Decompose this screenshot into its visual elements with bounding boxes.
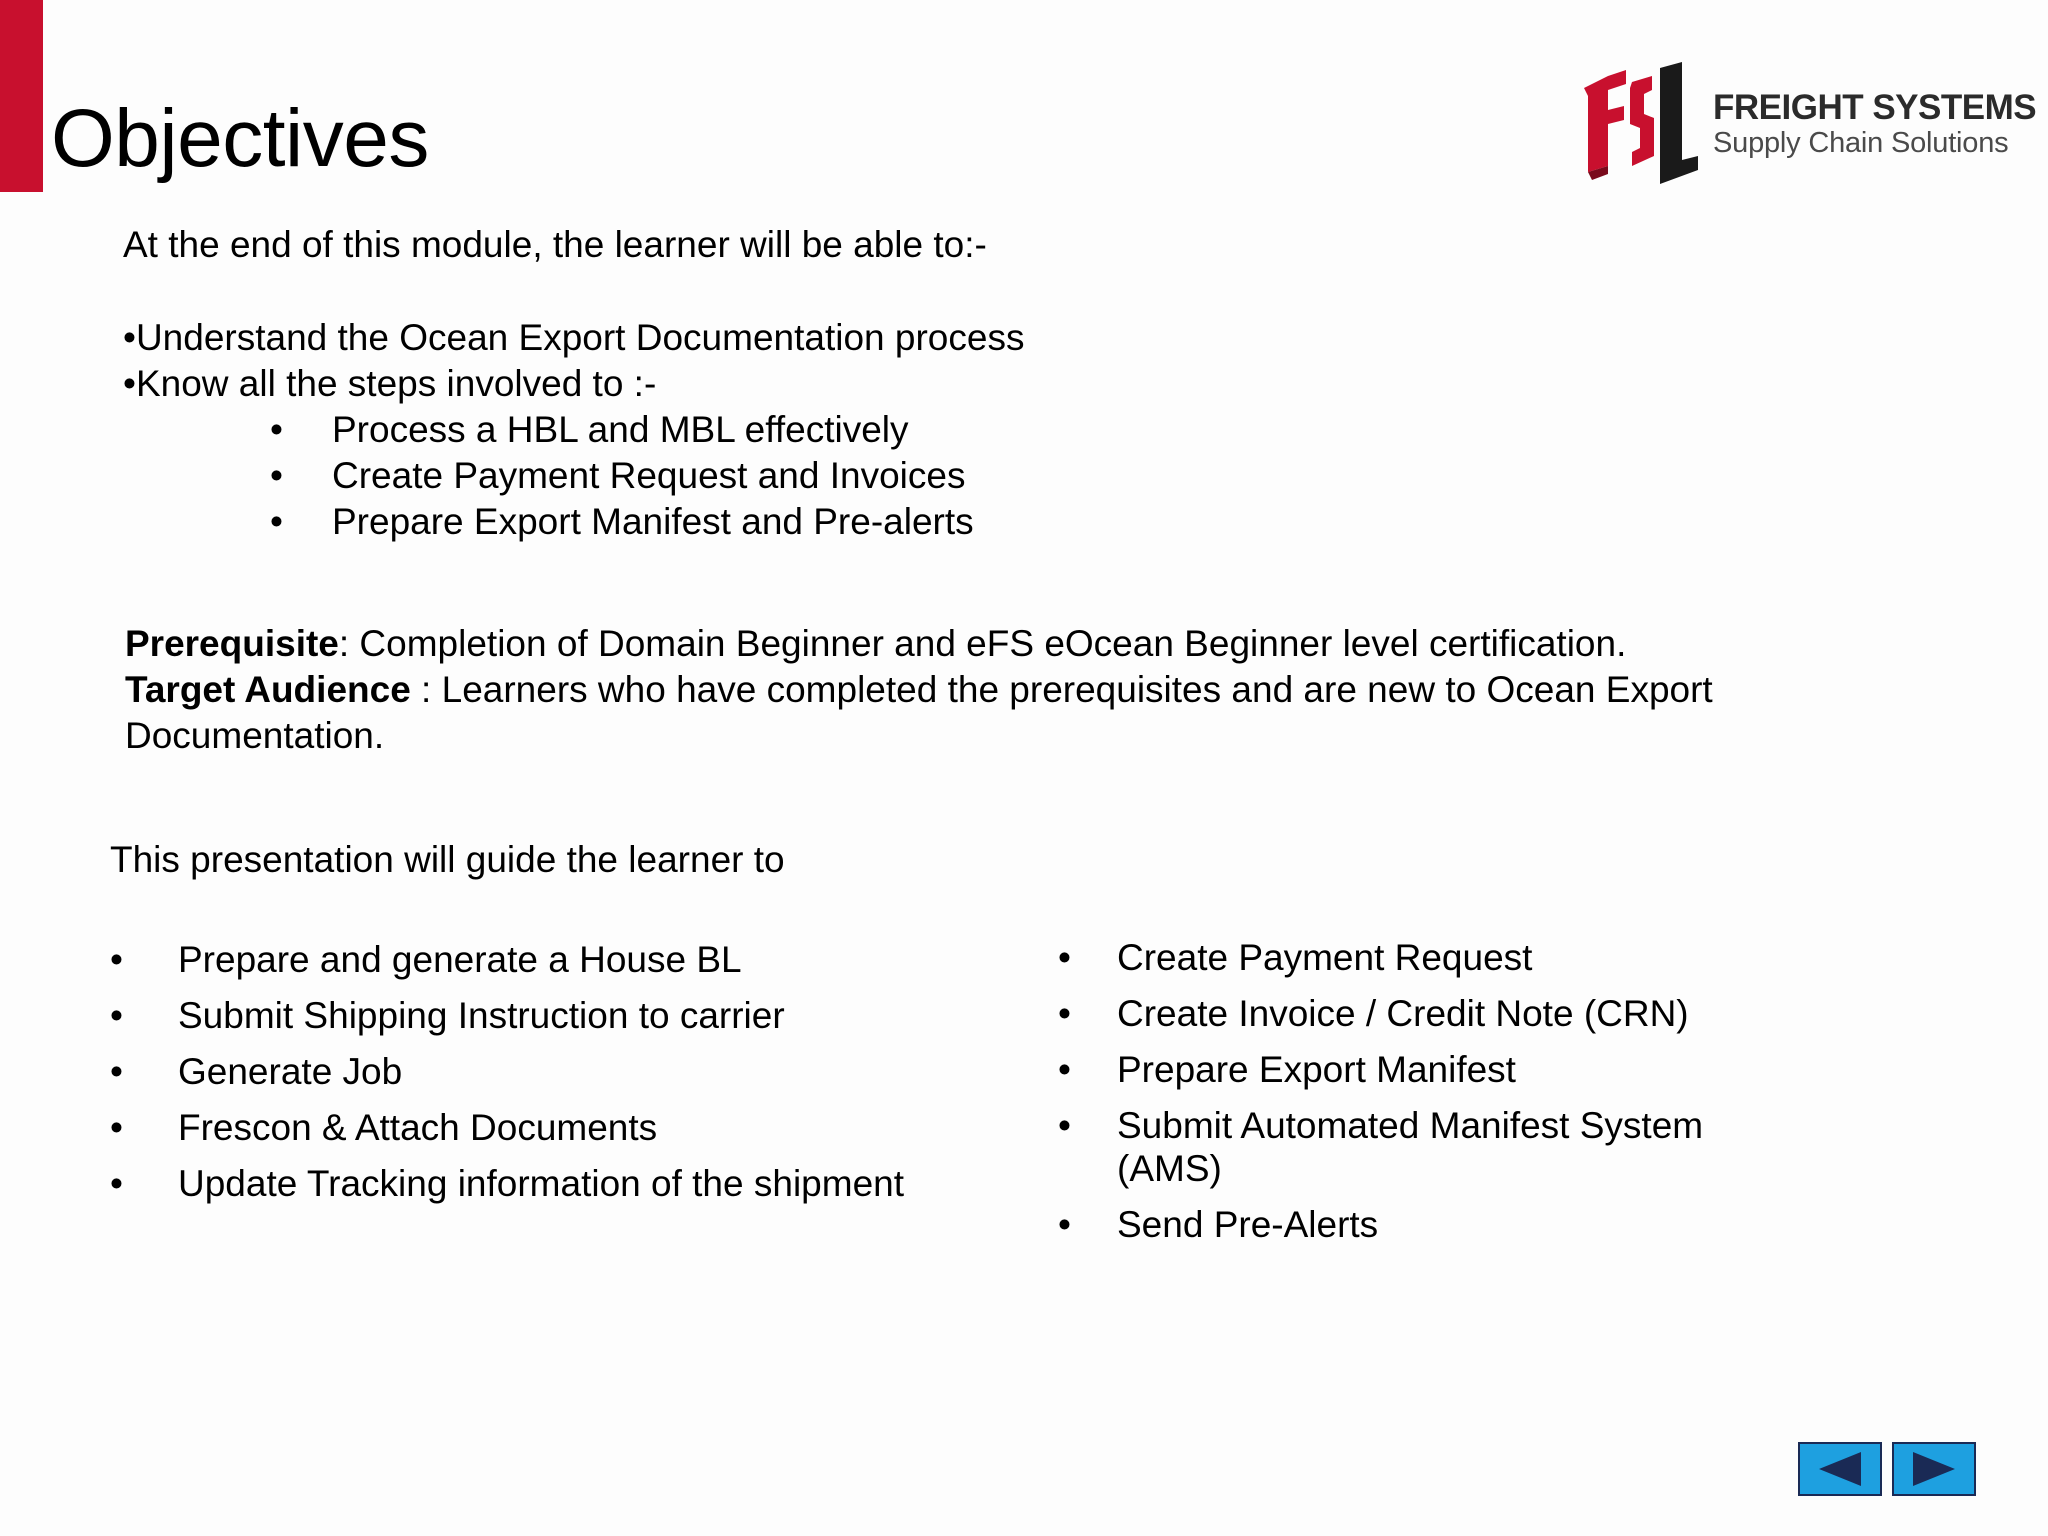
next-slide-button[interactable] bbox=[1892, 1442, 1976, 1496]
guide-item-text: Prepare Export Manifest bbox=[1117, 1049, 1516, 1090]
guide-item-text: Prepare and generate a House BL bbox=[178, 939, 742, 980]
prerequisite-block bbox=[125, 621, 1825, 759]
sub-objective-text: Create Payment Request and Invoices bbox=[332, 455, 966, 496]
prerequisite-line bbox=[125, 621, 1825, 667]
guide-item bbox=[110, 1162, 904, 1218]
bullet-icon: • bbox=[270, 455, 283, 496]
guide-item-text: Submit Shipping Instruction to carrier bbox=[178, 995, 785, 1036]
intro-text: At the end of this module, the learner will be able to:- bbox=[123, 224, 987, 265]
bullet-icon: • bbox=[110, 1163, 123, 1204]
objective-item: •Understand the Ocean Export Documentation process bbox=[123, 317, 1025, 358]
sub-objective-item bbox=[270, 453, 974, 499]
guide-item-text: Submit Automated Manifest System (AMS) bbox=[1117, 1105, 1704, 1189]
bullet-icon: • bbox=[1058, 1204, 1071, 1245]
guide-item-text: Send Pre-Alerts bbox=[1117, 1204, 1379, 1245]
objective-item: •Know all the steps involved to :- bbox=[123, 363, 657, 404]
company-logo bbox=[1578, 62, 2048, 192]
target-audience-line bbox=[125, 667, 1825, 759]
sub-objective-text: Prepare Export Manifest and Pre-alerts bbox=[332, 501, 974, 542]
guide-item bbox=[110, 1106, 904, 1162]
guide-item-text: Update Tracking information of the shipment bbox=[178, 1163, 904, 1204]
title-accent-bar bbox=[0, 0, 43, 192]
bullet-icon: • bbox=[110, 1051, 123, 1092]
bullet-icon: • bbox=[270, 409, 283, 450]
guide-list-right bbox=[1058, 936, 1818, 1259]
bullet-icon: • bbox=[1058, 1105, 1071, 1146]
bullet-icon: • bbox=[1058, 993, 1071, 1034]
bullet-icon: • bbox=[1058, 937, 1071, 978]
guide-item bbox=[1058, 1203, 1818, 1259]
previous-slide-button[interactable] bbox=[1798, 1442, 1882, 1496]
guide-item-text: Frescon & Attach Documents bbox=[178, 1107, 658, 1148]
sub-objectives-list bbox=[270, 407, 974, 545]
bullet-icon: • bbox=[270, 501, 283, 542]
triangle-left-icon bbox=[1815, 1449, 1865, 1489]
objectives-list bbox=[123, 315, 1024, 407]
bullet-icon: • bbox=[110, 995, 123, 1036]
logo-tagline: Supply Chain Solutions bbox=[1713, 127, 2009, 159]
guide-item-text: Create Payment Request bbox=[1117, 937, 1533, 978]
bullet-icon: • bbox=[1058, 1049, 1071, 1090]
guide-item bbox=[110, 994, 904, 1050]
logo-company-name: FREIGHT SYSTEMS bbox=[1713, 88, 2037, 127]
bullet-icon: • bbox=[110, 1107, 123, 1148]
prerequisite-label: Prerequisite bbox=[125, 623, 339, 664]
target-audience-text: : Learners who have completed the prerequisites and are new to Ocean Export Documentation. bbox=[125, 669, 1713, 756]
guide-item bbox=[110, 1050, 904, 1106]
triangle-right-icon bbox=[1909, 1449, 1959, 1489]
sub-objective-item bbox=[270, 407, 974, 453]
guide-item bbox=[1058, 1104, 1818, 1203]
fsl-logo-icon bbox=[1578, 62, 1703, 187]
guide-item bbox=[1058, 936, 1818, 992]
guide-item bbox=[1058, 992, 1818, 1048]
page-title: Objectives bbox=[51, 93, 429, 184]
sub-objective-text: Process a HBL and MBL effectively bbox=[332, 409, 909, 450]
target-audience-label: Target Audience bbox=[125, 669, 411, 710]
guide-item-text: Generate Job bbox=[178, 1051, 403, 1092]
guide-item bbox=[1058, 1048, 1818, 1104]
bullet-icon: • bbox=[110, 939, 123, 980]
guide-item-text: Create Invoice / Credit Note (CRN) bbox=[1117, 993, 1689, 1034]
guide-intro: This presentation will guide the learner to bbox=[110, 839, 785, 880]
sub-objective-item bbox=[270, 499, 974, 545]
guide-item bbox=[110, 938, 904, 994]
guide-list-left bbox=[110, 938, 904, 1218]
prerequisite-text: : Completion of Domain Beginner and eFS eOcean Beginner level certification. bbox=[338, 623, 1627, 664]
